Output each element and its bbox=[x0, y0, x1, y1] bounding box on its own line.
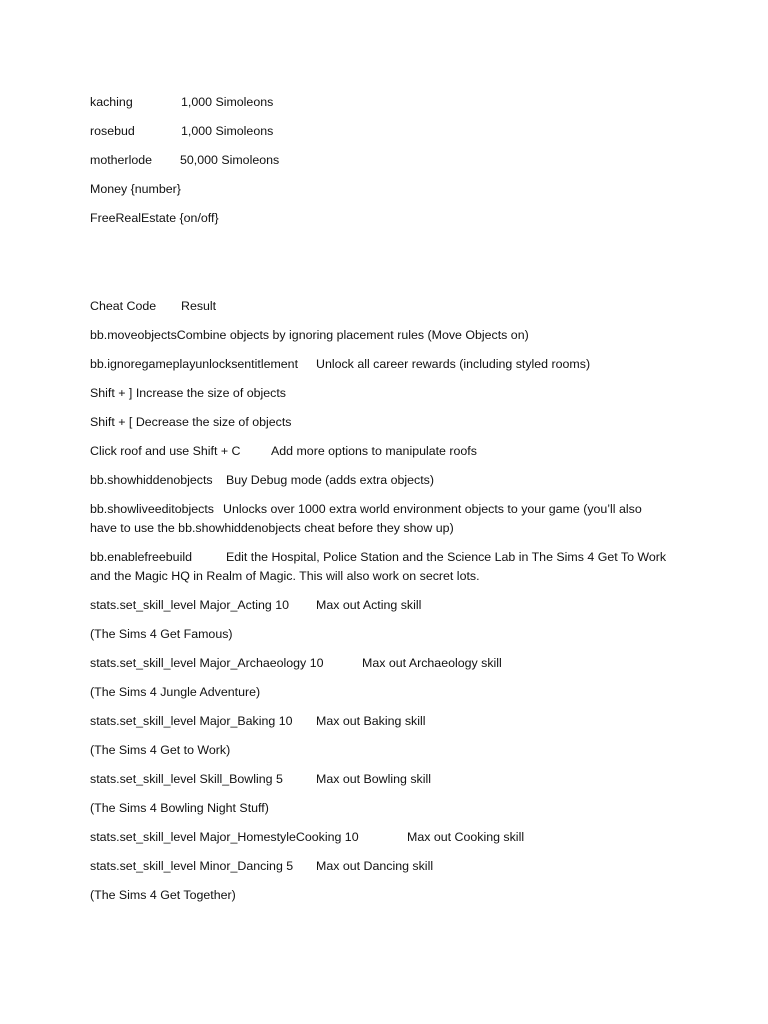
cheat-result: Max out Acting skill bbox=[316, 598, 422, 612]
cheat-row bbox=[90, 500, 642, 518]
cheat-code: kaching bbox=[90, 95, 133, 109]
cheat-code: stats.set_skill_level Major_HomestyleCooking 10 bbox=[90, 830, 359, 844]
cheat-code: bb.enablefreebuild bbox=[90, 550, 192, 564]
header-code: Cheat Code bbox=[90, 299, 157, 313]
cheat-result: 1,000 Simoleons bbox=[181, 124, 274, 138]
cheat-row bbox=[90, 413, 291, 431]
cheat-code: bb.ignoregameplayunlocksentitlement bbox=[90, 357, 299, 371]
cheat-result: Max out Baking skill bbox=[316, 714, 426, 728]
cheat-result: Max out Cooking skill bbox=[407, 830, 525, 844]
table-header bbox=[90, 297, 217, 315]
cheat-result: Decrease the size of objects bbox=[135, 415, 292, 429]
cheat-row bbox=[90, 596, 422, 614]
cheat-code: stats.set_skill_level Minor_Dancing 5 bbox=[90, 859, 294, 873]
money-cheat-row bbox=[90, 209, 219, 227]
expansion-note: (The Sims 4 Jungle Adventure) bbox=[90, 685, 261, 699]
cheat-code: motherlode bbox=[90, 153, 152, 167]
cheat-code: stats.set_skill_level Major_Baking 10 bbox=[90, 714, 293, 728]
header-result: Result bbox=[181, 299, 217, 313]
cheat-code: stats.set_skill_level Skill_Bowling 5 bbox=[90, 772, 283, 786]
cheat-code: stats.set_skill_level Major_Archaeology 10 bbox=[90, 656, 324, 670]
cheat-result-continued: and the Magic HQ in Realm of Magic. This will also work on secret lots. bbox=[90, 569, 480, 583]
cheat-code: bb.showliveeditobjects bbox=[90, 502, 214, 516]
cheat-result: 50,000 Simoleons bbox=[180, 153, 280, 167]
cheat-result: Add more options to manipulate roofs bbox=[271, 444, 477, 458]
money-cheat-row bbox=[90, 151, 280, 169]
cheat-code: bb.moveobjects bbox=[90, 328, 177, 342]
expansion-note: (The Sims 4 Get to Work) bbox=[90, 743, 231, 757]
cheat-result: Max out Archaeology skill bbox=[362, 656, 502, 670]
cheat-row bbox=[90, 712, 426, 730]
cheat-result: Increase the size of objects bbox=[135, 386, 286, 400]
cheat-result: Max out Dancing skill bbox=[316, 859, 434, 873]
cheat-code: rosebud bbox=[90, 124, 135, 138]
cheat-result: Max out Bowling skill bbox=[316, 772, 432, 786]
cheat-row bbox=[90, 384, 286, 402]
cheat-row bbox=[90, 828, 525, 846]
cheat-result: Edit the Hospital, Police Station and the Science Lab in The Sims 4 Get To Work bbox=[226, 550, 667, 564]
cheat-result: Buy Debug mode (adds extra objects) bbox=[226, 473, 434, 487]
cheat-row bbox=[90, 326, 529, 344]
cheat-row bbox=[90, 355, 591, 373]
cheat-row bbox=[90, 770, 432, 788]
cheat-code: bb.showhiddenobjects bbox=[90, 473, 213, 487]
expansion-note: (The Sims 4 Get Together) bbox=[90, 888, 236, 902]
cheat-row bbox=[90, 442, 477, 460]
cheat-code: stats.set_skill_level Major_Acting 10 bbox=[90, 598, 290, 612]
expansion-note: (The Sims 4 Bowling Night Stuff) bbox=[90, 801, 269, 815]
cheat-code: Shift + [ bbox=[90, 415, 133, 429]
cheat-result: Combine objects by ignoring placement rules (Move Objects on) bbox=[176, 328, 529, 342]
expansion-note: (The Sims 4 Get Famous) bbox=[90, 627, 233, 641]
cheat-result: Unlock all career rewards (including styled rooms) bbox=[316, 357, 591, 371]
cheat-row bbox=[90, 654, 502, 672]
cheat-code: Click roof and use Shift + C bbox=[90, 444, 241, 458]
cheat-result: Unlocks over 1000 extra world environment objects to your game (you’ll also bbox=[223, 502, 642, 516]
cheat-row bbox=[90, 857, 434, 875]
cheat-code: FreeRealEstate {on/off} bbox=[90, 211, 219, 225]
cheat-row bbox=[90, 471, 434, 489]
cheat-code: Money {number} bbox=[90, 182, 181, 196]
cheat-result: 1,000 Simoleons bbox=[181, 95, 274, 109]
cheat-code: Shift + ] bbox=[90, 386, 133, 400]
cheat-row bbox=[90, 548, 667, 566]
money-cheat-row bbox=[90, 122, 274, 140]
money-cheat-row bbox=[90, 180, 181, 198]
money-cheat-row bbox=[90, 93, 274, 111]
cheat-result-continued: have to use the bb.showhiddenobjects cheat before they show up) bbox=[90, 521, 454, 535]
